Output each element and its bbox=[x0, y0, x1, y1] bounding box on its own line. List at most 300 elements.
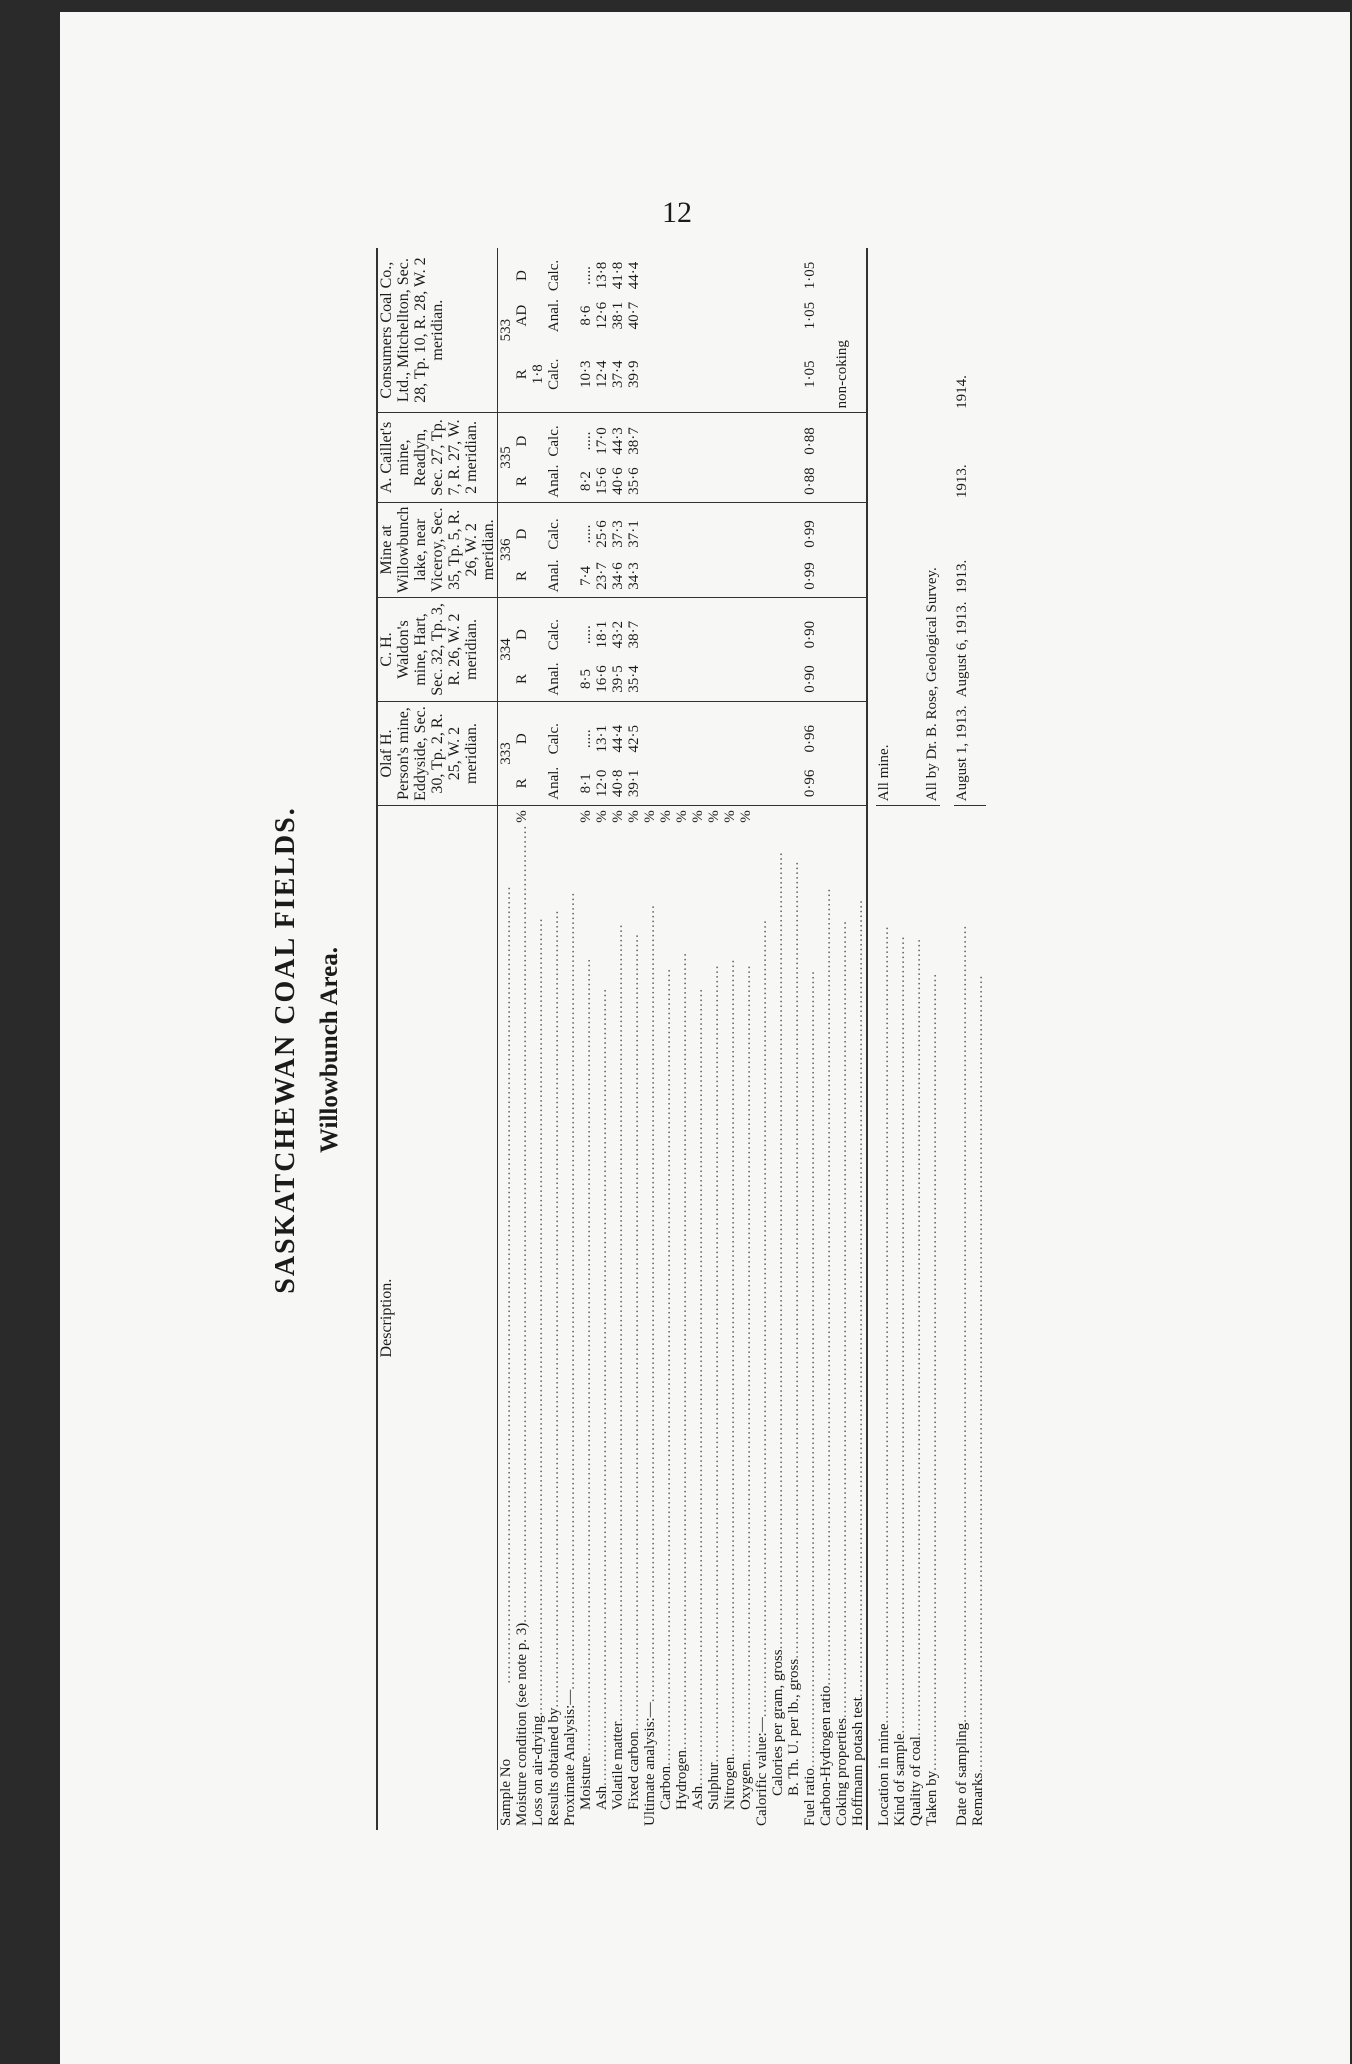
dot-leader bbox=[530, 810, 546, 1715]
row-label bbox=[706, 806, 722, 1830]
dot-leader bbox=[674, 825, 690, 1750]
table-cell bbox=[562, 716, 578, 761]
table-cell bbox=[706, 256, 722, 295]
spacer-cell bbox=[770, 598, 786, 613]
table-cell: 25·6 bbox=[594, 520, 610, 548]
row-label-text: Calories per gram, gross bbox=[770, 1649, 786, 1796]
sampling-value: All by Dr. B. Rose, Geological Survey. bbox=[924, 248, 940, 806]
row-label-text: Moisture condition (see note p. 3) bbox=[514, 1622, 530, 1826]
spacer-cell bbox=[786, 598, 802, 613]
table-cell: D bbox=[514, 733, 530, 745]
table-cell bbox=[658, 761, 674, 805]
spacer-cell bbox=[738, 413, 754, 422]
percent-sign: % bbox=[674, 810, 690, 823]
dot-leader bbox=[802, 810, 818, 1768]
table-row bbox=[658, 248, 674, 1830]
table-cell: R bbox=[514, 461, 530, 502]
row-label bbox=[498, 806, 515, 1830]
spacer-cell bbox=[514, 701, 530, 716]
table-cell bbox=[754, 716, 770, 761]
row-label-text: B. Th. U. per lb., gross bbox=[786, 1658, 802, 1796]
row-label bbox=[594, 806, 610, 1830]
dot-leader bbox=[834, 810, 850, 1718]
table-row bbox=[514, 248, 530, 1830]
table-cell bbox=[642, 513, 658, 555]
table-cell bbox=[786, 421, 802, 460]
table-cell: 13·1 bbox=[594, 725, 610, 753]
table-cell: Calc. bbox=[546, 259, 562, 292]
row-label bbox=[658, 806, 674, 1830]
table-cell: Anal. bbox=[546, 761, 562, 805]
table-cell: 13·8 bbox=[594, 261, 610, 290]
table-cell bbox=[530, 761, 546, 805]
table-row bbox=[722, 248, 738, 1830]
row-label-wrap bbox=[514, 810, 530, 1826]
table-row bbox=[642, 248, 658, 1830]
spacer-cell bbox=[738, 502, 754, 513]
column-heading: Mine at Willowbunch lake, near Viceroy, Sec. 35, Tp. 5, R. 26, W. 2 meridian. bbox=[377, 502, 498, 597]
row-label-wrap bbox=[562, 810, 578, 1826]
row-label bbox=[876, 806, 892, 1830]
spacer-cell bbox=[770, 701, 786, 716]
table-cell bbox=[674, 657, 690, 701]
table-cell bbox=[642, 716, 658, 761]
dot-leader bbox=[908, 810, 924, 1736]
sampling-value bbox=[970, 248, 986, 806]
table-cell bbox=[754, 336, 770, 413]
table-cell bbox=[658, 716, 674, 761]
table-cell bbox=[770, 612, 786, 657]
table-row bbox=[578, 248, 594, 1830]
dot-leader bbox=[970, 810, 986, 1772]
dot-leader bbox=[514, 825, 530, 1623]
table-cell bbox=[642, 612, 658, 657]
row-label-wrap bbox=[546, 810, 562, 1826]
spacer-cell bbox=[850, 413, 867, 422]
row-label-wrap bbox=[834, 810, 850, 1826]
table-cell: D bbox=[514, 528, 530, 540]
row-label-text: Ash bbox=[594, 1785, 610, 1810]
table-row bbox=[786, 248, 802, 1830]
row-label-text: Fuel ratio bbox=[802, 1768, 818, 1826]
row-label-text: Sample No bbox=[498, 1758, 514, 1826]
spacer-cell bbox=[658, 598, 674, 613]
row-label-wrap bbox=[642, 810, 658, 1826]
table-cell bbox=[690, 657, 706, 701]
table-cell bbox=[706, 657, 722, 701]
row-label-wrap bbox=[626, 810, 642, 1826]
spacer-cell bbox=[754, 598, 770, 613]
table-cell bbox=[690, 336, 706, 413]
table-cell bbox=[690, 555, 706, 598]
table-cell: 0·90 bbox=[802, 657, 818, 701]
spacer-cell bbox=[722, 701, 738, 716]
table-cell bbox=[850, 761, 867, 805]
table-cell: 17·0 bbox=[594, 427, 610, 455]
table-row bbox=[970, 248, 986, 1830]
spacer-cell bbox=[626, 248, 642, 256]
table-cell bbox=[834, 461, 850, 502]
spacer-cell bbox=[642, 502, 658, 513]
table-cell bbox=[754, 612, 770, 657]
sample-number: 334 bbox=[498, 598, 515, 702]
table-cell bbox=[562, 555, 578, 598]
table-cell bbox=[770, 461, 786, 502]
table-row bbox=[892, 248, 908, 1830]
table-cell: 1·05 bbox=[802, 301, 818, 330]
table-cell bbox=[722, 421, 738, 460]
table-cell: Calc. bbox=[546, 618, 562, 651]
table-cell bbox=[642, 295, 658, 336]
spacer-cell bbox=[546, 598, 562, 613]
row-label bbox=[954, 806, 970, 1830]
table-cell bbox=[850, 716, 867, 761]
table-cell bbox=[658, 295, 674, 336]
dot-leader bbox=[706, 825, 722, 1763]
table-cell: ..... bbox=[578, 431, 594, 451]
table-cell bbox=[754, 295, 770, 336]
table-row bbox=[546, 248, 562, 1830]
table-cell: 23·7 bbox=[594, 555, 610, 598]
row-label-text: Volatile matter bbox=[610, 1721, 626, 1810]
table-cell bbox=[786, 657, 802, 701]
table-cell bbox=[658, 256, 674, 295]
table-cell: R bbox=[514, 761, 530, 805]
table-row bbox=[594, 248, 610, 1830]
spacer-cell bbox=[514, 502, 530, 513]
column-heading: Olaf H. Person's mine, Eddyside, Sec. 30, Tp. 2, R. 25, W. 2 meridian. bbox=[377, 701, 498, 805]
row-label-text: Proximate Analysis:— bbox=[562, 1689, 578, 1826]
table-cell: 43·2 bbox=[610, 620, 626, 649]
table-row bbox=[610, 248, 626, 1830]
dot-leader bbox=[876, 810, 892, 1723]
table-cell bbox=[562, 336, 578, 413]
table-cell: 1·05 bbox=[802, 336, 818, 413]
table-cell bbox=[562, 513, 578, 555]
row-label-wrap bbox=[578, 810, 594, 1826]
dot-leader bbox=[690, 825, 706, 1786]
row-label bbox=[738, 806, 754, 1830]
percent-sign: % bbox=[658, 810, 674, 823]
table-cell bbox=[658, 657, 674, 701]
spacer-cell bbox=[834, 701, 850, 716]
spacer-cell bbox=[562, 248, 578, 256]
table-cell bbox=[706, 421, 722, 460]
table-cell: 16·6 bbox=[594, 657, 610, 701]
column-heading: Consumers Coal Co., Ltd., Mitchellton, Sec. 28, Tp. 10, R. 28, W. 2 meridian. bbox=[377, 248, 498, 413]
dot-leader bbox=[642, 825, 658, 1703]
dot-leader bbox=[924, 810, 940, 1771]
table-cell bbox=[706, 295, 722, 336]
row-label-wrap bbox=[892, 810, 908, 1826]
spacer-cell bbox=[706, 413, 722, 422]
spacer-cell bbox=[786, 248, 802, 256]
page-title: SASKATCHEWAN COAL FIELDS. bbox=[270, 806, 301, 1294]
rotated-table-block bbox=[270, 257, 1050, 1840]
table-cell bbox=[530, 421, 546, 460]
table-cell bbox=[722, 716, 738, 761]
spacer-cell bbox=[642, 598, 658, 613]
row-label-wrap bbox=[706, 810, 722, 1826]
table-cell bbox=[706, 461, 722, 502]
row-label-text: Location in mine bbox=[876, 1723, 892, 1826]
spacer-cell bbox=[610, 248, 626, 256]
table-cell bbox=[674, 761, 690, 805]
table-cell: 8·6 bbox=[578, 305, 594, 326]
row-label-text: Hoffmann potash test bbox=[850, 1697, 866, 1826]
table-cell: 39·5 bbox=[610, 657, 626, 701]
spacer-cell bbox=[754, 701, 770, 716]
table-cell bbox=[754, 421, 770, 460]
spacer-cell bbox=[626, 502, 642, 513]
spacer-cell bbox=[578, 502, 594, 513]
separator-cell bbox=[867, 248, 876, 1830]
table-cell bbox=[642, 657, 658, 701]
table-cell bbox=[850, 657, 867, 701]
spacer-cell bbox=[546, 502, 562, 513]
spacer-cell bbox=[786, 701, 802, 716]
table-row bbox=[562, 248, 578, 1830]
table-cell bbox=[770, 295, 786, 336]
table-cell bbox=[786, 513, 802, 555]
table-cell bbox=[850, 256, 867, 295]
spacer-cell bbox=[722, 598, 738, 613]
page-number: 12 bbox=[662, 196, 692, 229]
spacer-cell bbox=[738, 248, 754, 256]
table-cell bbox=[674, 336, 690, 413]
table-cell bbox=[850, 513, 867, 555]
table-cell bbox=[738, 612, 754, 657]
table-cell bbox=[674, 513, 690, 555]
table-cell: R bbox=[514, 336, 530, 413]
table-cell: 44·4 bbox=[610, 725, 626, 753]
table-cell bbox=[658, 421, 674, 460]
table-cell bbox=[834, 761, 850, 805]
table-cell bbox=[706, 612, 722, 657]
spacer-cell bbox=[610, 598, 626, 613]
table-cell bbox=[818, 513, 834, 555]
row-label bbox=[610, 806, 626, 1830]
percent-sign: % bbox=[738, 810, 754, 823]
table-row bbox=[876, 248, 892, 1830]
table-cell bbox=[722, 295, 738, 336]
table-cell bbox=[530, 555, 546, 598]
row-label-text: Taken by bbox=[924, 1770, 940, 1826]
table-row bbox=[738, 248, 754, 1830]
table-cell: 0·90 bbox=[802, 620, 818, 649]
table-cell: 0·96 bbox=[802, 725, 818, 753]
row-label-text: Date of sampling bbox=[954, 1722, 970, 1826]
table-cell bbox=[642, 256, 658, 295]
table-cell bbox=[562, 461, 578, 502]
table-cell bbox=[786, 716, 802, 761]
sampling-value bbox=[908, 248, 924, 806]
spacer-cell bbox=[530, 502, 546, 513]
spacer-cell bbox=[514, 413, 530, 422]
spacer-cell bbox=[674, 413, 690, 422]
spacer-cell bbox=[738, 701, 754, 716]
table-cell bbox=[722, 336, 738, 413]
table-cell: ..... bbox=[578, 729, 594, 749]
table-cell bbox=[690, 761, 706, 805]
spacer-cell bbox=[530, 701, 546, 716]
dot-leader bbox=[546, 810, 562, 1707]
percent-sign: % bbox=[594, 810, 610, 823]
percent-sign: % bbox=[706, 810, 722, 823]
dot-leader bbox=[770, 810, 786, 1649]
spacer-cell bbox=[754, 502, 770, 513]
row-label bbox=[626, 806, 642, 1830]
table-cell bbox=[722, 657, 738, 701]
table-cell: 44·4 bbox=[626, 261, 642, 290]
table-cell bbox=[674, 716, 690, 761]
table-cell: 38·1 bbox=[610, 301, 626, 330]
spacer-cell bbox=[578, 701, 594, 716]
table-cell bbox=[834, 513, 850, 555]
table-cell: 8·5 bbox=[578, 657, 594, 701]
row-label bbox=[530, 806, 546, 1830]
table-cell: ..... bbox=[578, 625, 594, 644]
spacer-cell bbox=[706, 598, 722, 613]
spacer-cell bbox=[818, 413, 834, 422]
row-label-wrap bbox=[754, 810, 770, 1826]
table-row bbox=[706, 248, 722, 1830]
table-cell bbox=[530, 716, 546, 761]
table-cell bbox=[658, 612, 674, 657]
spacer-cell bbox=[940, 248, 954, 1830]
table-cell: 0·96 bbox=[802, 761, 818, 805]
table-row bbox=[818, 248, 834, 1830]
table-cell: 0·99 bbox=[802, 520, 818, 548]
table-cell bbox=[850, 555, 867, 598]
table-cell: 38·7 bbox=[626, 620, 642, 649]
table-cell: 40·6 bbox=[610, 461, 626, 502]
table-cell: D bbox=[514, 435, 530, 447]
table-cell bbox=[706, 336, 722, 413]
table-cell bbox=[770, 555, 786, 598]
table-cell bbox=[690, 295, 706, 336]
table-cell: 10·3 bbox=[578, 336, 594, 413]
table-cell bbox=[738, 421, 754, 460]
row-label-text: Nitrogen bbox=[722, 1756, 738, 1810]
table-cell bbox=[690, 513, 706, 555]
table-cell: 41·8 bbox=[610, 261, 626, 290]
table-cell bbox=[850, 295, 867, 336]
row-label bbox=[722, 806, 738, 1830]
spacer-cell bbox=[770, 413, 786, 422]
table-cell bbox=[738, 657, 754, 701]
spacer-cell bbox=[562, 701, 578, 716]
row-label-wrap bbox=[954, 810, 970, 1826]
row-label bbox=[578, 806, 594, 1830]
table-cell bbox=[754, 256, 770, 295]
table-cell: Anal. bbox=[546, 299, 562, 333]
spacer-cell bbox=[706, 248, 722, 256]
row-label-wrap bbox=[594, 810, 610, 1826]
row-label bbox=[514, 806, 530, 1830]
table-cell bbox=[722, 461, 738, 502]
spacer-cell bbox=[658, 502, 674, 513]
sample-number: 333 bbox=[498, 701, 515, 805]
table-separator bbox=[867, 248, 876, 1830]
spacer-cell bbox=[642, 701, 658, 716]
table-cell bbox=[754, 555, 770, 598]
table-cell bbox=[706, 761, 722, 805]
table-cell bbox=[658, 513, 674, 555]
table-cell bbox=[850, 336, 867, 413]
table-cell bbox=[770, 336, 786, 413]
table-cell bbox=[738, 513, 754, 555]
row-label bbox=[924, 806, 940, 1830]
percent-sign: % bbox=[610, 810, 626, 823]
table-cell bbox=[690, 421, 706, 460]
table-cell bbox=[658, 461, 674, 502]
row-label bbox=[802, 806, 818, 1830]
table-cell bbox=[770, 761, 786, 805]
row-label bbox=[562, 806, 578, 1830]
spacer-cell bbox=[802, 502, 818, 513]
table-cell: D bbox=[514, 270, 530, 281]
description-header: Description. bbox=[377, 806, 498, 1830]
sampling-date: 1913. bbox=[954, 559, 970, 594]
spacer-cell bbox=[690, 413, 706, 422]
row-label bbox=[834, 806, 850, 1830]
row-label-wrap bbox=[498, 810, 514, 1826]
spacer-cell bbox=[850, 502, 867, 513]
row-label-text: Carbon-Hydrogen ratio bbox=[818, 1685, 834, 1826]
spacer-cell bbox=[658, 248, 674, 256]
spacer-cell bbox=[850, 598, 867, 613]
table-row bbox=[674, 248, 690, 1830]
dot-leader bbox=[498, 810, 514, 1759]
dot-leader bbox=[626, 825, 642, 1732]
table-cell bbox=[530, 256, 546, 295]
spacer-cell bbox=[610, 701, 626, 716]
percent-sign: % bbox=[722, 810, 738, 823]
row-label-text: Sulphur bbox=[706, 1762, 722, 1810]
table-cell bbox=[642, 555, 658, 598]
spacer-cell bbox=[546, 701, 562, 716]
table-row bbox=[530, 248, 546, 1830]
table-cell bbox=[530, 295, 546, 336]
row-label bbox=[892, 806, 908, 1830]
table-row bbox=[690, 248, 706, 1830]
table-cell bbox=[850, 421, 867, 460]
spacer-cell bbox=[562, 502, 578, 513]
spacer-cell bbox=[690, 701, 706, 716]
row-label-text: Ultimate analysis:— bbox=[642, 1702, 658, 1826]
spacer-cell bbox=[706, 502, 722, 513]
row-label bbox=[818, 806, 834, 1830]
row-label-wrap bbox=[738, 810, 754, 1826]
table-cell: Calc. bbox=[546, 518, 562, 550]
spacer-cell bbox=[514, 598, 530, 613]
table-cell bbox=[818, 657, 834, 701]
table-cell: 37·1 bbox=[626, 520, 642, 548]
table-cell bbox=[850, 612, 867, 657]
table-cell: 0·88 bbox=[802, 461, 818, 502]
row-label-text: Results obtained by bbox=[546, 1707, 562, 1826]
table-cell bbox=[786, 761, 802, 805]
table-cell bbox=[834, 555, 850, 598]
spacer-cell bbox=[578, 248, 594, 256]
row-label-wrap bbox=[690, 810, 706, 1826]
percent-sign: % bbox=[690, 810, 706, 823]
table-cell: 15·6 bbox=[594, 461, 610, 502]
table-cell bbox=[834, 256, 850, 295]
dot-leader bbox=[738, 825, 754, 1763]
table-row bbox=[834, 248, 850, 1830]
